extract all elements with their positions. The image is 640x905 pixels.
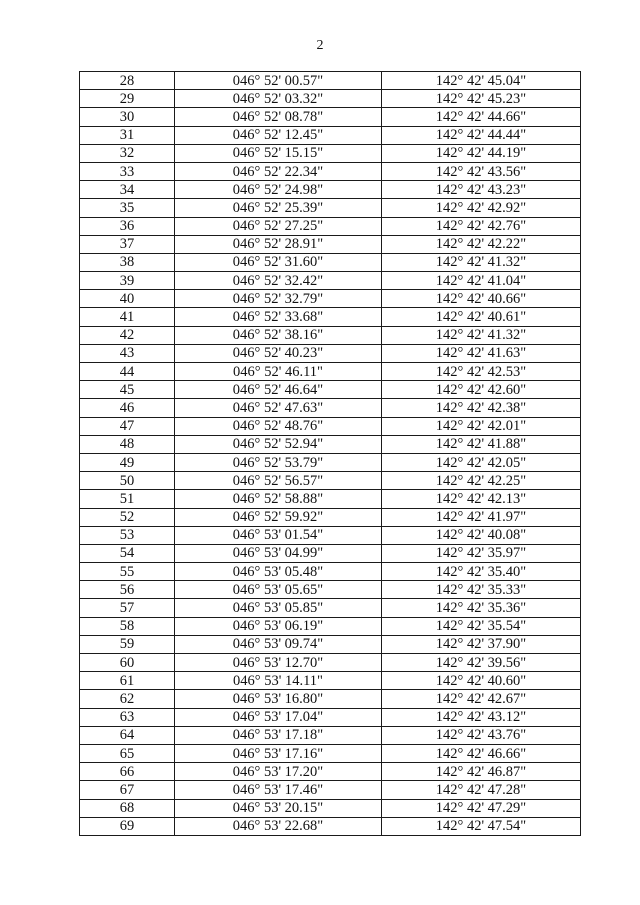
- table-row: [80, 508, 581, 526]
- latitude-cell: 046° 53' 09.74": [175, 635, 382, 653]
- table-row: [80, 181, 581, 199]
- latitude-cell: 046° 52' 58.88": [175, 490, 382, 508]
- point-number-cell: 63: [80, 708, 175, 726]
- longitude-cell: 142° 42' 41.32": [382, 326, 581, 344]
- latitude-cell: 046° 52' 22.34": [175, 162, 382, 180]
- point-number-cell: 46: [80, 399, 175, 417]
- point-number-cell: 40: [80, 290, 175, 308]
- longitude-cell: 142° 42' 43.76": [382, 726, 581, 744]
- table-row: [80, 217, 581, 235]
- longitude-cell: 142° 42' 43.12": [382, 708, 581, 726]
- latitude-cell: 046° 53' 12.70": [175, 654, 382, 672]
- table-row: [80, 526, 581, 544]
- longitude-cell: 142° 42' 45.04": [382, 72, 581, 90]
- point-number-cell: 64: [80, 726, 175, 744]
- longitude-cell: 142° 42' 42.25": [382, 472, 581, 490]
- point-number-cell: 65: [80, 744, 175, 762]
- latitude-cell: 046° 52' 46.11": [175, 363, 382, 381]
- latitude-cell: 046° 52' 31.60": [175, 253, 382, 271]
- longitude-cell: 142° 42' 44.19": [382, 144, 581, 162]
- latitude-cell: 046° 52' 32.79": [175, 290, 382, 308]
- table-row: [80, 799, 581, 817]
- table-row: [80, 617, 581, 635]
- longitude-cell: 142° 42' 35.40": [382, 563, 581, 581]
- point-number-cell: 54: [80, 544, 175, 562]
- table-row: [80, 272, 581, 290]
- table-row: [80, 490, 581, 508]
- table-row: [80, 326, 581, 344]
- point-number-cell: 50: [80, 472, 175, 490]
- point-number-cell: 52: [80, 508, 175, 526]
- table-row: [80, 381, 581, 399]
- coordinates-table-body: [80, 72, 581, 836]
- longitude-cell: 142° 42' 44.66": [382, 108, 581, 126]
- latitude-cell: 046° 52' 53.79": [175, 453, 382, 471]
- point-number-cell: 31: [80, 126, 175, 144]
- point-number-cell: 37: [80, 235, 175, 253]
- table-row: [80, 199, 581, 217]
- point-number-cell: 60: [80, 654, 175, 672]
- table-row: [80, 435, 581, 453]
- latitude-cell: 046° 52' 15.15": [175, 144, 382, 162]
- table-row: [80, 635, 581, 653]
- longitude-cell: 142° 42' 43.23": [382, 181, 581, 199]
- table-row: [80, 708, 581, 726]
- latitude-cell: 046° 53' 17.18": [175, 726, 382, 744]
- longitude-cell: 142° 42' 42.60": [382, 381, 581, 399]
- point-number-cell: 34: [80, 181, 175, 199]
- longitude-cell: 142° 42' 43.56": [382, 162, 581, 180]
- table-row: [80, 581, 581, 599]
- point-number-cell: 55: [80, 563, 175, 581]
- point-number-cell: 30: [80, 108, 175, 126]
- latitude-cell: 046° 53' 17.16": [175, 744, 382, 762]
- longitude-cell: 142° 42' 42.76": [382, 217, 581, 235]
- longitude-cell: 142° 42' 42.67": [382, 690, 581, 708]
- latitude-cell: 046° 53' 04.99": [175, 544, 382, 562]
- longitude-cell: 142° 42' 42.05": [382, 453, 581, 471]
- page-number: 2: [316, 38, 324, 53]
- latitude-cell: 046° 53' 20.15": [175, 799, 382, 817]
- longitude-cell: 142° 42' 47.54": [382, 817, 581, 835]
- table-row: [80, 417, 581, 435]
- point-number-cell: 28: [80, 72, 175, 90]
- longitude-cell: 142° 42' 40.08": [382, 526, 581, 544]
- longitude-cell: 142° 42' 44.44": [382, 126, 581, 144]
- point-number-cell: 53: [80, 526, 175, 544]
- longitude-cell: 142° 42' 41.32": [382, 253, 581, 271]
- latitude-cell: 046° 52' 00.57": [175, 72, 382, 90]
- longitude-cell: 142° 42' 42.01": [382, 417, 581, 435]
- latitude-cell: 046° 52' 56.57": [175, 472, 382, 490]
- point-number-cell: 56: [80, 581, 175, 599]
- longitude-cell: 142° 42' 45.23": [382, 90, 581, 108]
- longitude-cell: 142° 42' 35.54": [382, 617, 581, 635]
- latitude-cell: 046° 52' 59.92": [175, 508, 382, 526]
- point-number-cell: 39: [80, 272, 175, 290]
- table-row: [80, 544, 581, 562]
- latitude-cell: 046° 52' 52.94": [175, 435, 382, 453]
- point-number-cell: 58: [80, 617, 175, 635]
- point-number-cell: 57: [80, 599, 175, 617]
- longitude-cell: 142° 42' 42.53": [382, 363, 581, 381]
- latitude-cell: 046° 53' 17.20": [175, 763, 382, 781]
- latitude-cell: 046° 52' 25.39": [175, 199, 382, 217]
- point-number-cell: 33: [80, 162, 175, 180]
- point-number-cell: 35: [80, 199, 175, 217]
- latitude-cell: 046° 53' 06.19": [175, 617, 382, 635]
- table-row: [80, 781, 581, 799]
- latitude-cell: 046° 52' 38.16": [175, 326, 382, 344]
- latitude-cell: 046° 53' 05.85": [175, 599, 382, 617]
- latitude-cell: 046° 53' 17.04": [175, 708, 382, 726]
- latitude-cell: 046° 53' 17.46": [175, 781, 382, 799]
- point-number-cell: 47: [80, 417, 175, 435]
- latitude-cell: 046° 52' 27.25": [175, 217, 382, 235]
- table-row: [80, 744, 581, 762]
- point-number-cell: 45: [80, 381, 175, 399]
- table-row: [80, 90, 581, 108]
- table-row: [80, 126, 581, 144]
- point-number-cell: 43: [80, 344, 175, 362]
- longitude-cell: 142° 42' 42.92": [382, 199, 581, 217]
- latitude-cell: 046° 52' 40.23": [175, 344, 382, 362]
- point-number-cell: 49: [80, 453, 175, 471]
- longitude-cell: 142° 42' 41.88": [382, 435, 581, 453]
- latitude-cell: 046° 52' 33.68": [175, 308, 382, 326]
- point-number-cell: 62: [80, 690, 175, 708]
- table-row: [80, 290, 581, 308]
- point-number-cell: 48: [80, 435, 175, 453]
- table-row: [80, 162, 581, 180]
- longitude-cell: 142° 42' 35.33": [382, 581, 581, 599]
- latitude-cell: 046° 52' 24.98": [175, 181, 382, 199]
- table-row: [80, 235, 581, 253]
- table-row: [80, 690, 581, 708]
- point-number-cell: 42: [80, 326, 175, 344]
- point-number-cell: 59: [80, 635, 175, 653]
- point-number-cell: 51: [80, 490, 175, 508]
- longitude-cell: 142° 42' 47.28": [382, 781, 581, 799]
- latitude-cell: 046° 53' 16.80": [175, 690, 382, 708]
- longitude-cell: 142° 42' 41.97": [382, 508, 581, 526]
- point-number-cell: 29: [80, 90, 175, 108]
- table-row: [80, 363, 581, 381]
- longitude-cell: 142° 42' 40.60": [382, 672, 581, 690]
- latitude-cell: 046° 52' 08.78": [175, 108, 382, 126]
- longitude-cell: 142° 42' 41.63": [382, 344, 581, 362]
- table-row: [80, 563, 581, 581]
- point-number-cell: 36: [80, 217, 175, 235]
- latitude-cell: 046° 52' 32.42": [175, 272, 382, 290]
- point-number-cell: 66: [80, 763, 175, 781]
- table-row: [80, 453, 581, 471]
- latitude-cell: 046° 53' 01.54": [175, 526, 382, 544]
- table-row: [80, 253, 581, 271]
- latitude-cell: 046° 53' 22.68": [175, 817, 382, 835]
- table-row: [80, 599, 581, 617]
- table-row: [80, 344, 581, 362]
- latitude-cell: 046° 52' 47.63": [175, 399, 382, 417]
- table-row: [80, 654, 581, 672]
- point-number-cell: 67: [80, 781, 175, 799]
- table-row: [80, 763, 581, 781]
- table-row: [80, 726, 581, 744]
- latitude-cell: 046° 53' 05.65": [175, 581, 382, 599]
- longitude-cell: 142° 42' 39.56": [382, 654, 581, 672]
- longitude-cell: 142° 42' 37.90": [382, 635, 581, 653]
- longitude-cell: 142° 42' 35.97": [382, 544, 581, 562]
- longitude-cell: 142° 42' 46.66": [382, 744, 581, 762]
- latitude-cell: 046° 52' 46.64": [175, 381, 382, 399]
- point-number-cell: 32: [80, 144, 175, 162]
- table-row: [80, 399, 581, 417]
- longitude-cell: 142° 42' 40.66": [382, 290, 581, 308]
- table-row: [80, 72, 581, 90]
- longitude-cell: 142° 42' 35.36": [382, 599, 581, 617]
- longitude-cell: 142° 42' 41.04": [382, 272, 581, 290]
- longitude-cell: 142° 42' 46.87": [382, 763, 581, 781]
- table-row: [80, 672, 581, 690]
- point-number-cell: 61: [80, 672, 175, 690]
- latitude-cell: 046° 52' 12.45": [175, 126, 382, 144]
- point-number-cell: 44: [80, 363, 175, 381]
- point-number-cell: 38: [80, 253, 175, 271]
- latitude-cell: 046° 52' 03.32": [175, 90, 382, 108]
- point-number-cell: 68: [80, 799, 175, 817]
- coordinates-table: [79, 71, 581, 836]
- longitude-cell: 142° 42' 47.29": [382, 799, 581, 817]
- table-row: [80, 817, 581, 835]
- longitude-cell: 142° 42' 42.22": [382, 235, 581, 253]
- table-row: [80, 472, 581, 490]
- latitude-cell: 046° 53' 14.11": [175, 672, 382, 690]
- table-row: [80, 308, 581, 326]
- point-number-cell: 69: [80, 817, 175, 835]
- latitude-cell: 046° 52' 48.76": [175, 417, 382, 435]
- longitude-cell: 142° 42' 40.61": [382, 308, 581, 326]
- longitude-cell: 142° 42' 42.38": [382, 399, 581, 417]
- table-row: [80, 144, 581, 162]
- longitude-cell: 142° 42' 42.13": [382, 490, 581, 508]
- table-row: [80, 108, 581, 126]
- latitude-cell: 046° 53' 05.48": [175, 563, 382, 581]
- latitude-cell: 046° 52' 28.91": [175, 235, 382, 253]
- point-number-cell: 41: [80, 308, 175, 326]
